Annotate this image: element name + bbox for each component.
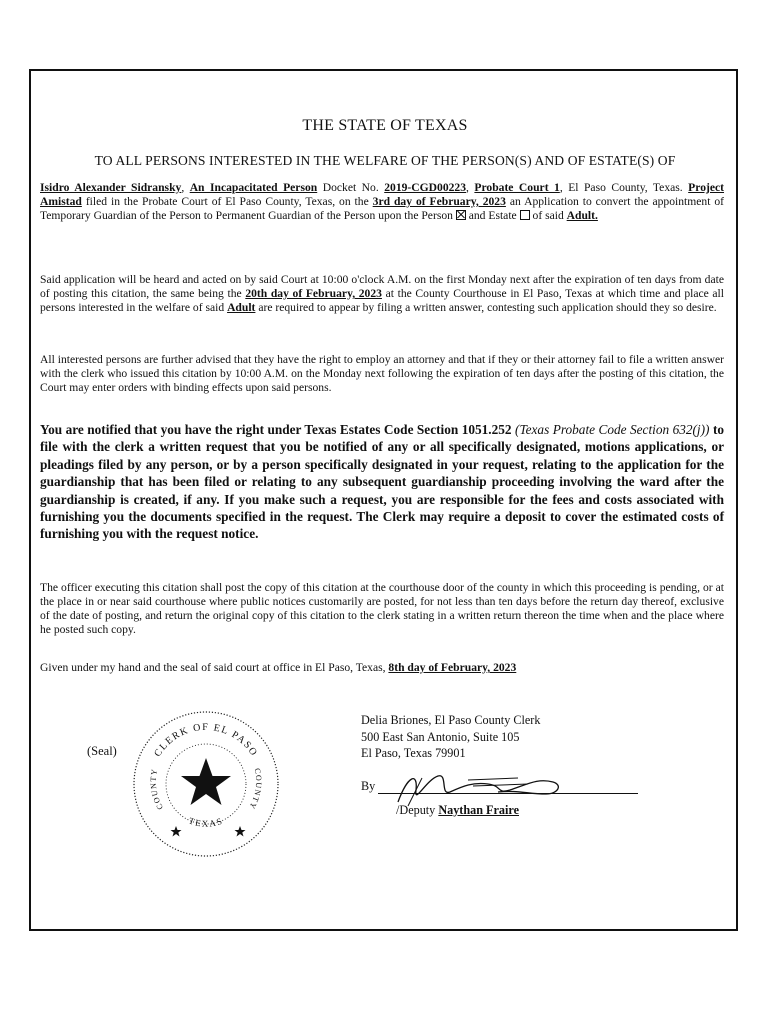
and-estate-text: and Estate <box>468 208 517 222</box>
paragraph-attorney: All interested persons are further advised that they have the right to employ an attorney and that if they or their attorney fail to file a written answer with the clerk who issued this citation by 10:00 A.M. on the Monday next following the expiration of ten days after the posting of this citation, the Court may enter orders with binding effects upon said persons. <box>40 353 724 394</box>
hearing-text-c: are required to appear by filing a written answer, contesting such application should they so desire. <box>258 300 717 314</box>
filed-text: filed in the Probate Court of El Paso County, Texas, on the <box>85 194 369 208</box>
estate-checkbox <box>520 210 530 220</box>
adult-label: Adult. <box>566 208 598 222</box>
seal-bottom-text: TEXAS <box>187 815 225 829</box>
clerk-address: 500 East San Antonio, Suite 105 <box>361 729 520 744</box>
paragraph-notice <box>40 421 724 543</box>
given-date: 8th day of February, 2023 <box>388 661 517 674</box>
hearing-text-b: at the County Courthouse in El Paso, Texas at which time and place all persons interested in the welfare of said <box>40 286 725 314</box>
paragraph-officer: The officer executing this citation shall post the copy of this citation at the courthouse door of the county in which this proceeding is pending, or at the place in or near said courthouse where public notices customarily are posted, for not less than ten days before the return day thereof, exclusive of the date of posting, and return the original copy of this citation to the clerk stating in a written return thereon the time when and the place where he posted such copy. <box>40 581 724 636</box>
document-subtitle: TO ALL PERSONS INTERESTED IN THE WELFARE OF THE PERSON(S) AND OF ESTATE(S) OF <box>94 153 676 168</box>
paragraph-given <box>40 661 724 675</box>
document-title: THE STATE OF TEXAS <box>302 117 468 134</box>
county-text: El Paso County, Texas. <box>568 181 683 194</box>
svg-text:TEXAS <box>187 816 224 829</box>
county-seal <box>130 708 282 860</box>
notice-text-b: to file with the clerk a written request that you be notified of any or all specifically designated, motions applications, or pleadings filed by any person, or by a person specifically designated in your request, relating to the application for the guardianship that has been filed or relating to any subsequent guardianship proceeding involving the ward after the guardianship is created, if any. If you make such a request, you are responsible for the fees and costs associated with furnishing you the documents specified in the request. The Clerk may require a deposit to cover the estimated costs of furnishing you with the request notice. <box>40 422 725 542</box>
clerk-name: Delia Briones, El Paso County Clerk <box>361 713 541 727</box>
seal-right-text: COUNTY <box>246 767 264 812</box>
seal-top-text: CLERK OF EL PASO <box>152 721 260 759</box>
seal-star-icon <box>181 758 231 805</box>
svg-text:CLERK OF EL PASO <box>152 722 259 759</box>
seal-left-text: COUNTY <box>148 767 166 812</box>
filed-date: 3rd day of February, 2023 <box>372 194 506 208</box>
hearing-text-a: Said application will be heard and acted on by said Court at 10:00 o'clock A.M. on the first Monday next after the expiration of ten days from date of posting this citation, the same being the <box>40 273 724 300</box>
application-text: an Application to convert the appointment of Temporary Guardian of the Person to Permanent Guardian of the Person upon the Person <box>40 194 724 222</box>
hearing-date: 20th day of February, 2023 <box>245 286 382 300</box>
ward-status: An Incapacitated Person <box>189 181 318 194</box>
court-name: Probate Court 1 <box>474 181 560 194</box>
docket-label: Docket No. <box>322 181 379 194</box>
hearing-adult: Adult <box>227 300 256 314</box>
person-checkbox <box>456 210 466 220</box>
svg-text:COUNTY <box>149 767 165 811</box>
docket-number: 2019-CGD00223 <box>384 181 467 194</box>
seal-small-star-right-icon <box>235 826 246 837</box>
svg-text:COUNTY <box>247 767 263 811</box>
paragraph-application: Isidro Alexander Sidransky, An Incapacitated Person Docket No. 2019-CGD00223, Probate Court 1, El Paso County, Texas. Project Amistad filed in the Probate Court of El Paso County, Texas, on the 3rd day of February, 2023 an Application to convert the appointment of Temporary Guardian of the Person to Permanent Guardian of the Person upon the Person and Estate of said Adult. <box>40 181 725 222</box>
by-label: By <box>361 779 376 793</box>
applicant-name: Project Amistad <box>40 181 725 208</box>
paragraph-hearing <box>40 273 724 315</box>
notice-text-a: You are notified that you have the right under Texas Estates Code Section 1051.252 <box>40 422 512 437</box>
seal-label: (Seal) <box>87 744 117 758</box>
clerk-city: El Paso, Texas 79901 <box>361 746 466 760</box>
ward-name: Isidro Alexander Sidransky <box>40 181 182 194</box>
deputy-name: Naythan Fraire <box>438 803 519 817</box>
given-text: Given under my hand and the seal of said court at office in El Paso, Texas, <box>40 661 386 674</box>
of-said-text: of said <box>532 208 564 222</box>
deputy-label: /Deputy <box>396 803 436 817</box>
deputy-line <box>396 803 519 818</box>
clerk-address-block <box>361 712 540 762</box>
notice-italic: (Texas Probate Code Section 632(j)) <box>515 422 710 437</box>
seal-small-star-left-icon <box>171 826 182 837</box>
